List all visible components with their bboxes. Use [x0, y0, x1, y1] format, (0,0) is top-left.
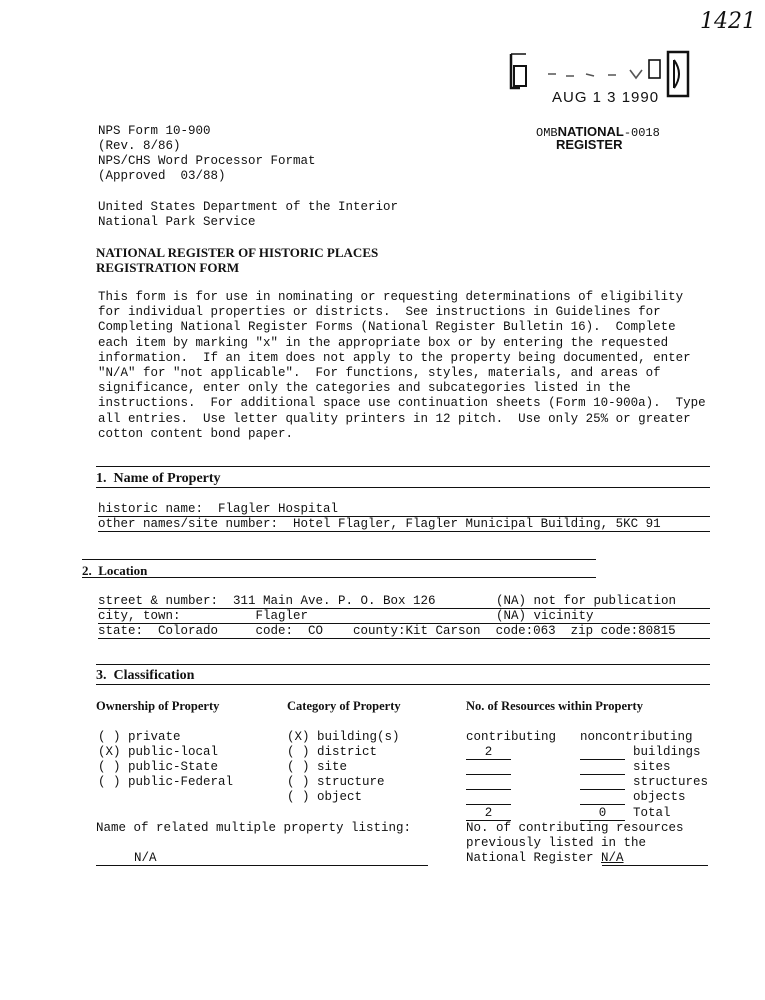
related-listing-value: N/A — [134, 851, 157, 865]
form-revision: (Rev. 8/86) — [98, 139, 181, 153]
state-county-zip-field: state: Colorado code: CO county:Kit Carson code:063 zip code:80815 — [98, 624, 676, 638]
resource-type-buildings: buildings — [633, 745, 701, 759]
contributing-total: 2 — [466, 806, 511, 821]
stamp-graphic — [508, 48, 693, 118]
not-for-publication-field: (NA) not for publication — [496, 594, 677, 608]
document-title: NATIONAL REGISTER OF HISTORIC PLACES — [96, 245, 379, 260]
previously-listed-underline — [602, 865, 708, 866]
section2-top-rule — [82, 559, 596, 560]
agency-service: National Park Service — [98, 215, 256, 229]
omb-overlay-national: NATIONAL — [557, 124, 624, 139]
ownership-heading: Ownership of Property — [96, 699, 220, 713]
omb-prefix: OMB — [536, 126, 558, 140]
category-site: ( ) site — [287, 760, 348, 774]
related-listing-label: Name of related multiple property listing: — [96, 821, 412, 835]
agency-department: United States Department of the Interior — [98, 200, 399, 214]
contributing-objects — [466, 790, 511, 805]
ownership-private: ( ) private — [98, 730, 181, 744]
related-listing-underline — [96, 865, 428, 866]
category-heading: Category of Property — [287, 699, 401, 713]
category-buildings: (X) building(s) — [287, 730, 400, 744]
street-number-field: street & number: 311 Main Ave. P. O. Box 126 — [98, 594, 436, 608]
vicinity-field: (NA) vicinity — [496, 609, 594, 623]
omb-suffix: -0018 — [623, 126, 660, 140]
ownership-public-local: (X) public-local — [98, 745, 219, 759]
category-structure: ( ) structure — [287, 775, 385, 789]
section1-heading-rule — [96, 487, 710, 488]
previously-listed-line-3 — [466, 851, 624, 866]
previously-listed-label: National Register — [466, 851, 602, 865]
form-number: NPS Form 10-900 — [98, 124, 211, 138]
state-underline — [98, 638, 710, 639]
contributing-sites — [466, 760, 511, 775]
noncontributing-structures — [580, 775, 625, 790]
received-stamp — [508, 48, 693, 118]
section2-heading-rule — [82, 577, 596, 578]
ownership-public-federal: ( ) public-Federal — [98, 775, 234, 789]
resource-type-structures: structures — [633, 775, 709, 789]
noncontributing-total: 0 — [580, 806, 625, 821]
resource-type-objects: objects — [633, 790, 686, 804]
contributing-buildings: 2 — [466, 745, 511, 760]
category-object: ( ) object — [287, 790, 363, 804]
instruction-line: Completing National Register Forms (National Register Bulletin 16). Complete — [98, 320, 676, 335]
contributing-structures — [466, 775, 511, 790]
instructions-paragraph — [98, 290, 710, 442]
resource-type-total: Total — [633, 806, 671, 820]
resource-type-sites: sites — [633, 760, 671, 774]
document-subtitle: REGISTRATION FORM — [96, 260, 240, 275]
historic-name-field: historic name: Flagler Hospital — [98, 502, 339, 516]
instruction-line: cotton content bond paper. — [98, 426, 294, 441]
other-names-field: other names/site number: Hotel Flagler, Flagler Municipal Building, 5KC 91 — [98, 517, 661, 531]
form-approved: (Approved 03/88) — [98, 169, 226, 183]
section2-heading: 2. Location — [82, 563, 148, 578]
instruction-line: all entries. Use letter quality printers in 12 pitch. Use only 25% or greater — [98, 411, 691, 426]
contributing-label: contributing — [466, 730, 557, 744]
noncontributing-objects — [580, 790, 625, 805]
omb-overlay-register: REGISTER — [556, 137, 623, 152]
instruction-line: each item by marking "x" in the appropriate box or by entering the requested — [98, 335, 669, 350]
noncontributing-label: noncontributing — [580, 730, 693, 744]
previously-listed-line-2: previously listed in the — [466, 836, 647, 850]
instruction-line: information. If an item does not apply to the property being documented, enter — [98, 350, 691, 365]
instruction-line: This form is for use in nominating or requesting determinations of eligibility — [98, 290, 684, 304]
other-names-underline — [98, 531, 710, 532]
section3-top-rule — [96, 664, 710, 665]
handwritten-page-number: 1421 — [700, 9, 756, 34]
noncontributing-sites — [580, 760, 625, 775]
instruction-line: "N/A" for "not applicable". For functions, styles, materials, and areas of — [98, 366, 661, 381]
instruction-line: for individual properties or districts. See instructions in Guidelines for — [98, 305, 661, 320]
section1-top-rule — [96, 466, 710, 467]
previously-listed-line-1: No. of contributing resources — [466, 821, 684, 835]
instruction-line: instructions. For additional space use continuation sheets (Form 10-900a). Type — [98, 396, 706, 411]
ownership-public-state: ( ) public-State — [98, 760, 219, 774]
category-district: ( ) district — [287, 745, 378, 759]
city-town-field: city, town: Flagler — [98, 609, 309, 623]
noncontributing-buildings — [580, 745, 625, 760]
section1-heading: 1. Name of Property — [96, 471, 221, 486]
section3-heading-rule — [96, 684, 710, 685]
section3-heading: 3. Classification — [96, 668, 195, 683]
instruction-line: significance, enter only the categories and subcategories listed in the — [98, 381, 631, 396]
resources-heading: No. of Resources within Property — [466, 699, 643, 713]
stamp-date: AUG 1 3 1990 — [552, 89, 660, 106]
previously-listed-value: N/A — [601, 851, 624, 865]
form-format: NPS/CHS Word Processor Format — [98, 154, 316, 168]
